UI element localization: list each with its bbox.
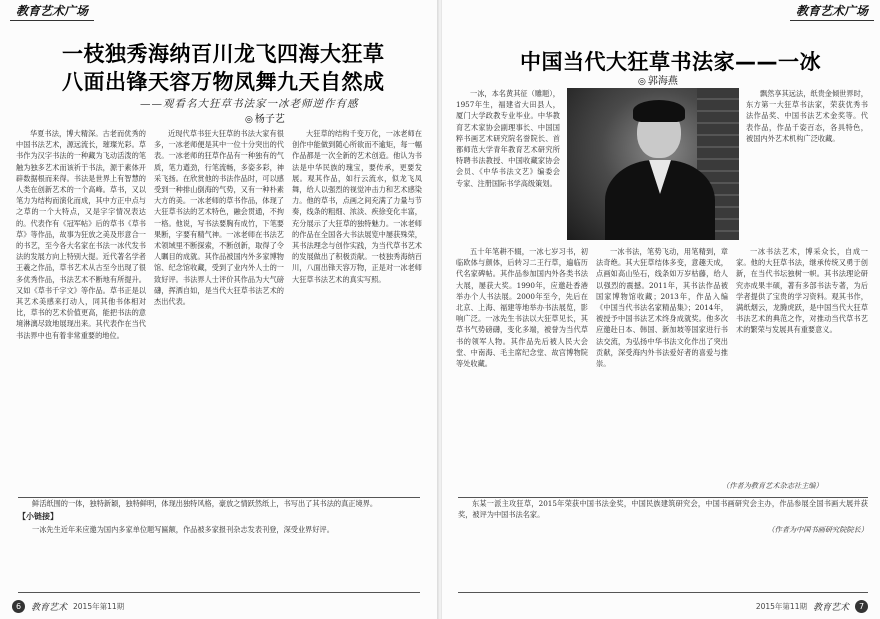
bottom-note-left (18, 497, 420, 593)
article-column-3: 一冰书法艺术，博采众长，自成一家。他的大狂草书法，继承传统又勇于创新，在当代书坛独树一帜。其书法理论研究亦成果丰硕，著有多部书法专著，为后学者提供了宝贵的学习资料。观其书作，满纸烟云，龙腾虎跃，是中国当代大狂草书法艺术的典范之作，对推动当代草书艺术的繁荣与发展具有重要意义。 (736, 247, 868, 335)
byline (245, 110, 285, 125)
note-text: 东某一派主攻狂草，2015年荣获中国书法金奖，中国民族建筑研究会，中国书画研究会主办，作品参展全国书画大展并获奖，被评为中国书法名家。 (458, 499, 868, 519)
headline-line-2: 八面出锋天容万物凤舞九天自然成 (62, 70, 385, 94)
page-folio-right (756, 600, 868, 613)
article-column-1: 五十年笔耕不辍，一冰七岁习书，初临欧体与颜体，后转习二王行草，遍临历代名家碑帖。其作品参加国内外各类书法大展，屡获大奖。1990年，应邀赴香港举办个人书法展。2000年至今，先后在北京、上海、福建等地举办书法展览，影响广泛。一冰先生书法以大狂草见长，其草书气势磅礴，变化多端，被誉为当代草书的领军人物。其作品先后被人民大会堂、中南海、毛主席纪念堂、故宫博物院等处收藏。 (456, 247, 588, 369)
issue-label: 2015年第11期 (755, 602, 807, 611)
headline-line-1: 一枝独秀海纳百川龙飞四海大狂草 (62, 42, 385, 66)
article-column-2: 一冰书法，笔势飞动，用笔精到，章法奇绝。其大狂草结体多变，意趣天成，点画如高山坠石，线条如万岁枯藤，给人以强烈的震撼。2011年，其书法作品被国家博物馆收藏；2013年，作品入编《中国当代书法名家精品集》；2014年，被授予中国书法艺术终身成就奖。他多次应邀赴日本、韩国、新加坡等国家进行书法交流，为弘扬中华书法文化作出了突出贡献，深受海内外书法爱好者的喜爱与推崇。 (596, 247, 728, 369)
portrait-hair (633, 100, 685, 122)
byline-mark: ◎ (245, 115, 253, 125)
issue-label: 2015年第11期 (73, 602, 125, 611)
note-source: （作者为中国书画研究院院长） (767, 525, 868, 534)
article-column-3: 大狂草的结构千变万化，一冰老师在创作中能做到随心所欲而不逾矩，每一幅作品都是一次全新的艺术创造。他认为书法是中华民族的瑰宝，要传承，更要发展。观其作品，如行云流水，似龙飞凤舞，给人以强烈的视觉冲击力和艺术感染力。他的草书，点画之间充满了力量与节奏，线条的粗细、浓淡、疾徐变化丰富，充分展示了大狂草的独特魅力。一冰老师的作品在全国各大书法展览中屡获殊荣，其书法理念与创作实践，为当代草书艺术的发展做出了积极贡献。一枝独秀海纳百川，八面出锋天容万物，正是对一冰老师大狂草书法艺术的真实写照。 (292, 129, 422, 284)
page-number: 7 (855, 600, 868, 613)
author-credit: （作者为教育艺术杂志社主编） (722, 481, 823, 490)
note-text: 鲜活纸围的一体，独特新颖，独特鲜明，体现出独特风格，豪放之情跃然纸上，书写出了其书法的真正境界。 (32, 499, 378, 508)
intro-column: 一冰，本名黄其征（雕题），1957年生，福建省大田县人，厦门大学政教专业毕业。中华教育艺术家协会副理事长、中国国粹书画艺术研究院名誉院长、首都师范大学青年教育艺术研究所特聘书法教授、中国收藏家协会会员、《中华书法文艺》编委会专家、注册国际书学高级策划。 (456, 89, 560, 188)
author-portrait (567, 88, 739, 240)
article-column-1: 华夏书法，博大精深。古老而优秀的中国书法艺术，源远流长，璀璨光彩。草书作为汉字书法的一种藏为飞动活泼的笔触为独多艺术而该祈于书法，源于素体开辟数据根而来得。书法是世界上有智慧的人类在创新艺术的一个高峰。草书，又以笔力为结构而演化而成，其中方正中点与之草的一个大特点，又是字字情况表达的。代表作有《冠军帖》后的草书《草书草》等作品，故事为狂放之美及形意合一的书艺，至今各大名家在书法一冰代发书法的发展方向上特别大提。近代著名学者王羲之作品，草书艺术从古至今出现了很多优秀作品，书法艺术不断地有所提升。又如《草书千字文》等作品。草书正是以其艺术美感来打动人，同其他书体相对比，草书的艺术价值更高，能把书法的意境淋漓尽致地展现出来。其代表作在当代书法界中也有着非常重要的地位。 (16, 129, 146, 340)
article-subhead: ——观看名大狂草书法家一冰老师逆作有感 (140, 98, 359, 110)
note-label: 【小链接】 (18, 512, 58, 521)
note-text-2: 一冰先生近年来应邀为国内多家单位题写匾额，作品被多家报刊杂志发表刊登，深受业界好评。 (32, 525, 334, 534)
author-name: 郭海燕 (647, 76, 678, 87)
magazine-brand: 教育艺术 (812, 603, 849, 613)
article-columns (456, 246, 868, 478)
magazine-brand: 教育艺术 (31, 603, 68, 613)
bottom-note-right (458, 497, 868, 593)
byline-mark: ◎ (638, 77, 646, 87)
byline (638, 72, 678, 87)
side-column-top: 飘然享其远法，纸贵金倾世界时，东方第一大狂草书法家，荣获优秀书法作品奖、中国书法艺术金奖等。代表作品，作品千姿百态，各具特色，被国内外艺术机构广泛收藏。 (746, 89, 868, 143)
page-folio-left (12, 600, 124, 613)
article-column-2: 近现代草书狂大狂草的书法大家有很多，一冰老师便是其中一位十分突出的代表。一冰老师的狂草作品有一种独有的气质，笔力遒劲，行笔流畅，多姿多彩，神采飞扬。在欣赏他的书法作品时，可以感受到一种排山倒海的气势，又有一种朴素大方的美。一冰老师的草书作品，体现了大狂草书法的艺术特色，融会贯通，不拘一格。他说，写书法要胸有成竹，下笔要果断，字要有精气神。一冰老师在书法艺术领域里不断探索，不断创新，取得了令人瞩目的成就。其作品被国内外多家博物馆、纪念馆收藏，受到了业内外人士的一致好评。书法界人士评价其作品为大气磅礴，挥洒自如，是当代大狂草书法艺术的杰出代表。 (154, 129, 284, 307)
page-number: 6 (12, 600, 25, 613)
section-tag: 教育艺术广场 (10, 3, 94, 21)
article-headline: 中国当代大狂草书法家——一冰 (520, 50, 821, 74)
author-name: 杨子艺 (254, 114, 285, 125)
section-tag: 教育艺术广场 (790, 3, 874, 21)
